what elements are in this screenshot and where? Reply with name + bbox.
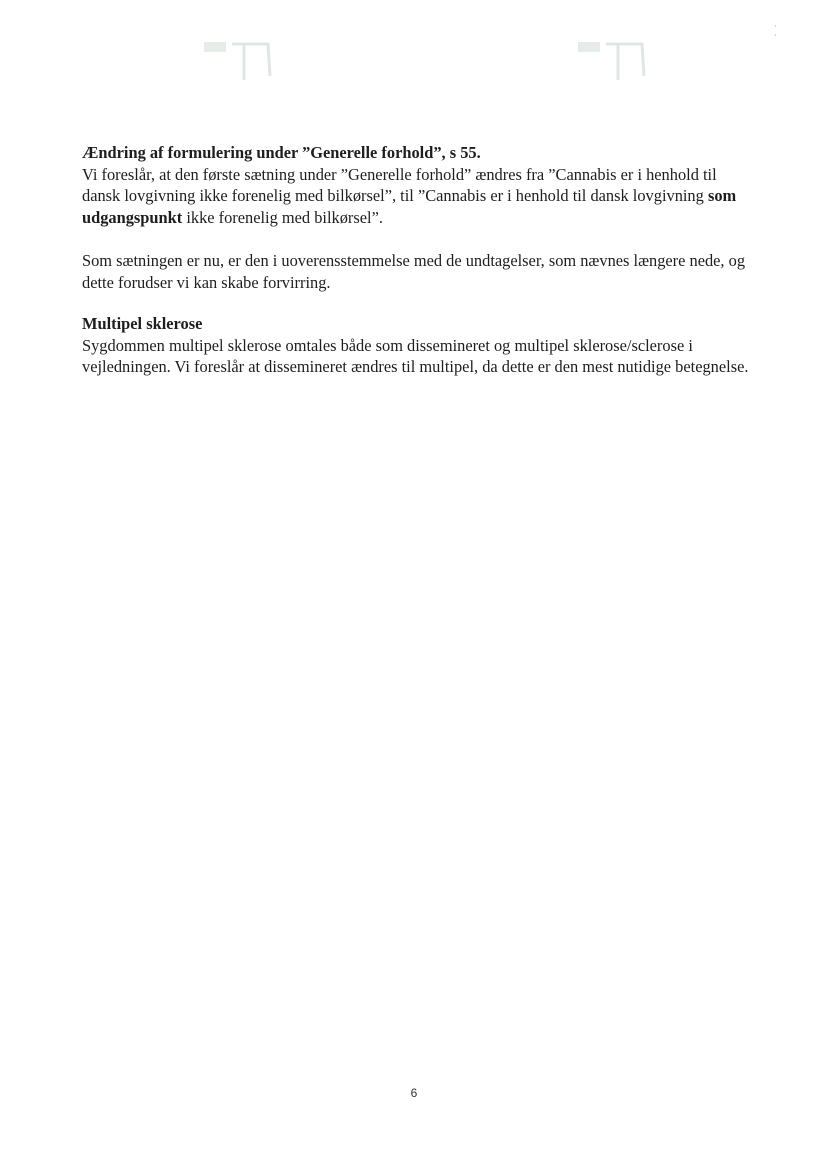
section-heading-generelle-forhold: Ændring af formulering under ”Generelle forhold”, s 55. (82, 143, 481, 162)
paragraph-text: Vi foreslår, at den første sætning under ”Generelle forhold” ændres fra ”Cannabis er i henhold til dansk lovgivning ikke forenelig med bilkørsel”, til ”Cannabis er i henhold til dansk lovgivning (82, 164, 717, 205)
paragraph-generelle-forhold (82, 164, 754, 229)
section-heading-multipel-sklerose: Multipel sklerose (82, 314, 203, 333)
scan-artifact: · · (774, 22, 797, 40)
emphasis-text: som udgangspunkt (82, 186, 737, 227)
paragraph-text: ikke forenelig med bilkørsel”. (182, 207, 383, 227)
page-number: 6 (410, 1086, 418, 1100)
faded-stamp-mark (572, 36, 652, 86)
paragraph-multipel-sklerose: Sygdommen multipel sklerose omtales både som dissemineret og multipel sklerose/sclerose i vejledningen. Vi foreslår at dissemineret ændres til multipel, da dette er den mest nutidige betegnelse. (82, 335, 749, 376)
document-body (82, 142, 754, 378)
paragraph-saetningen: Som sætningen er nu, er den i uoverensstemmelse med de undtagelser, som nævnes længere nede, og dette forudser vi kan skabe forvirring. (82, 251, 746, 292)
faded-stamp-mark (198, 36, 278, 86)
